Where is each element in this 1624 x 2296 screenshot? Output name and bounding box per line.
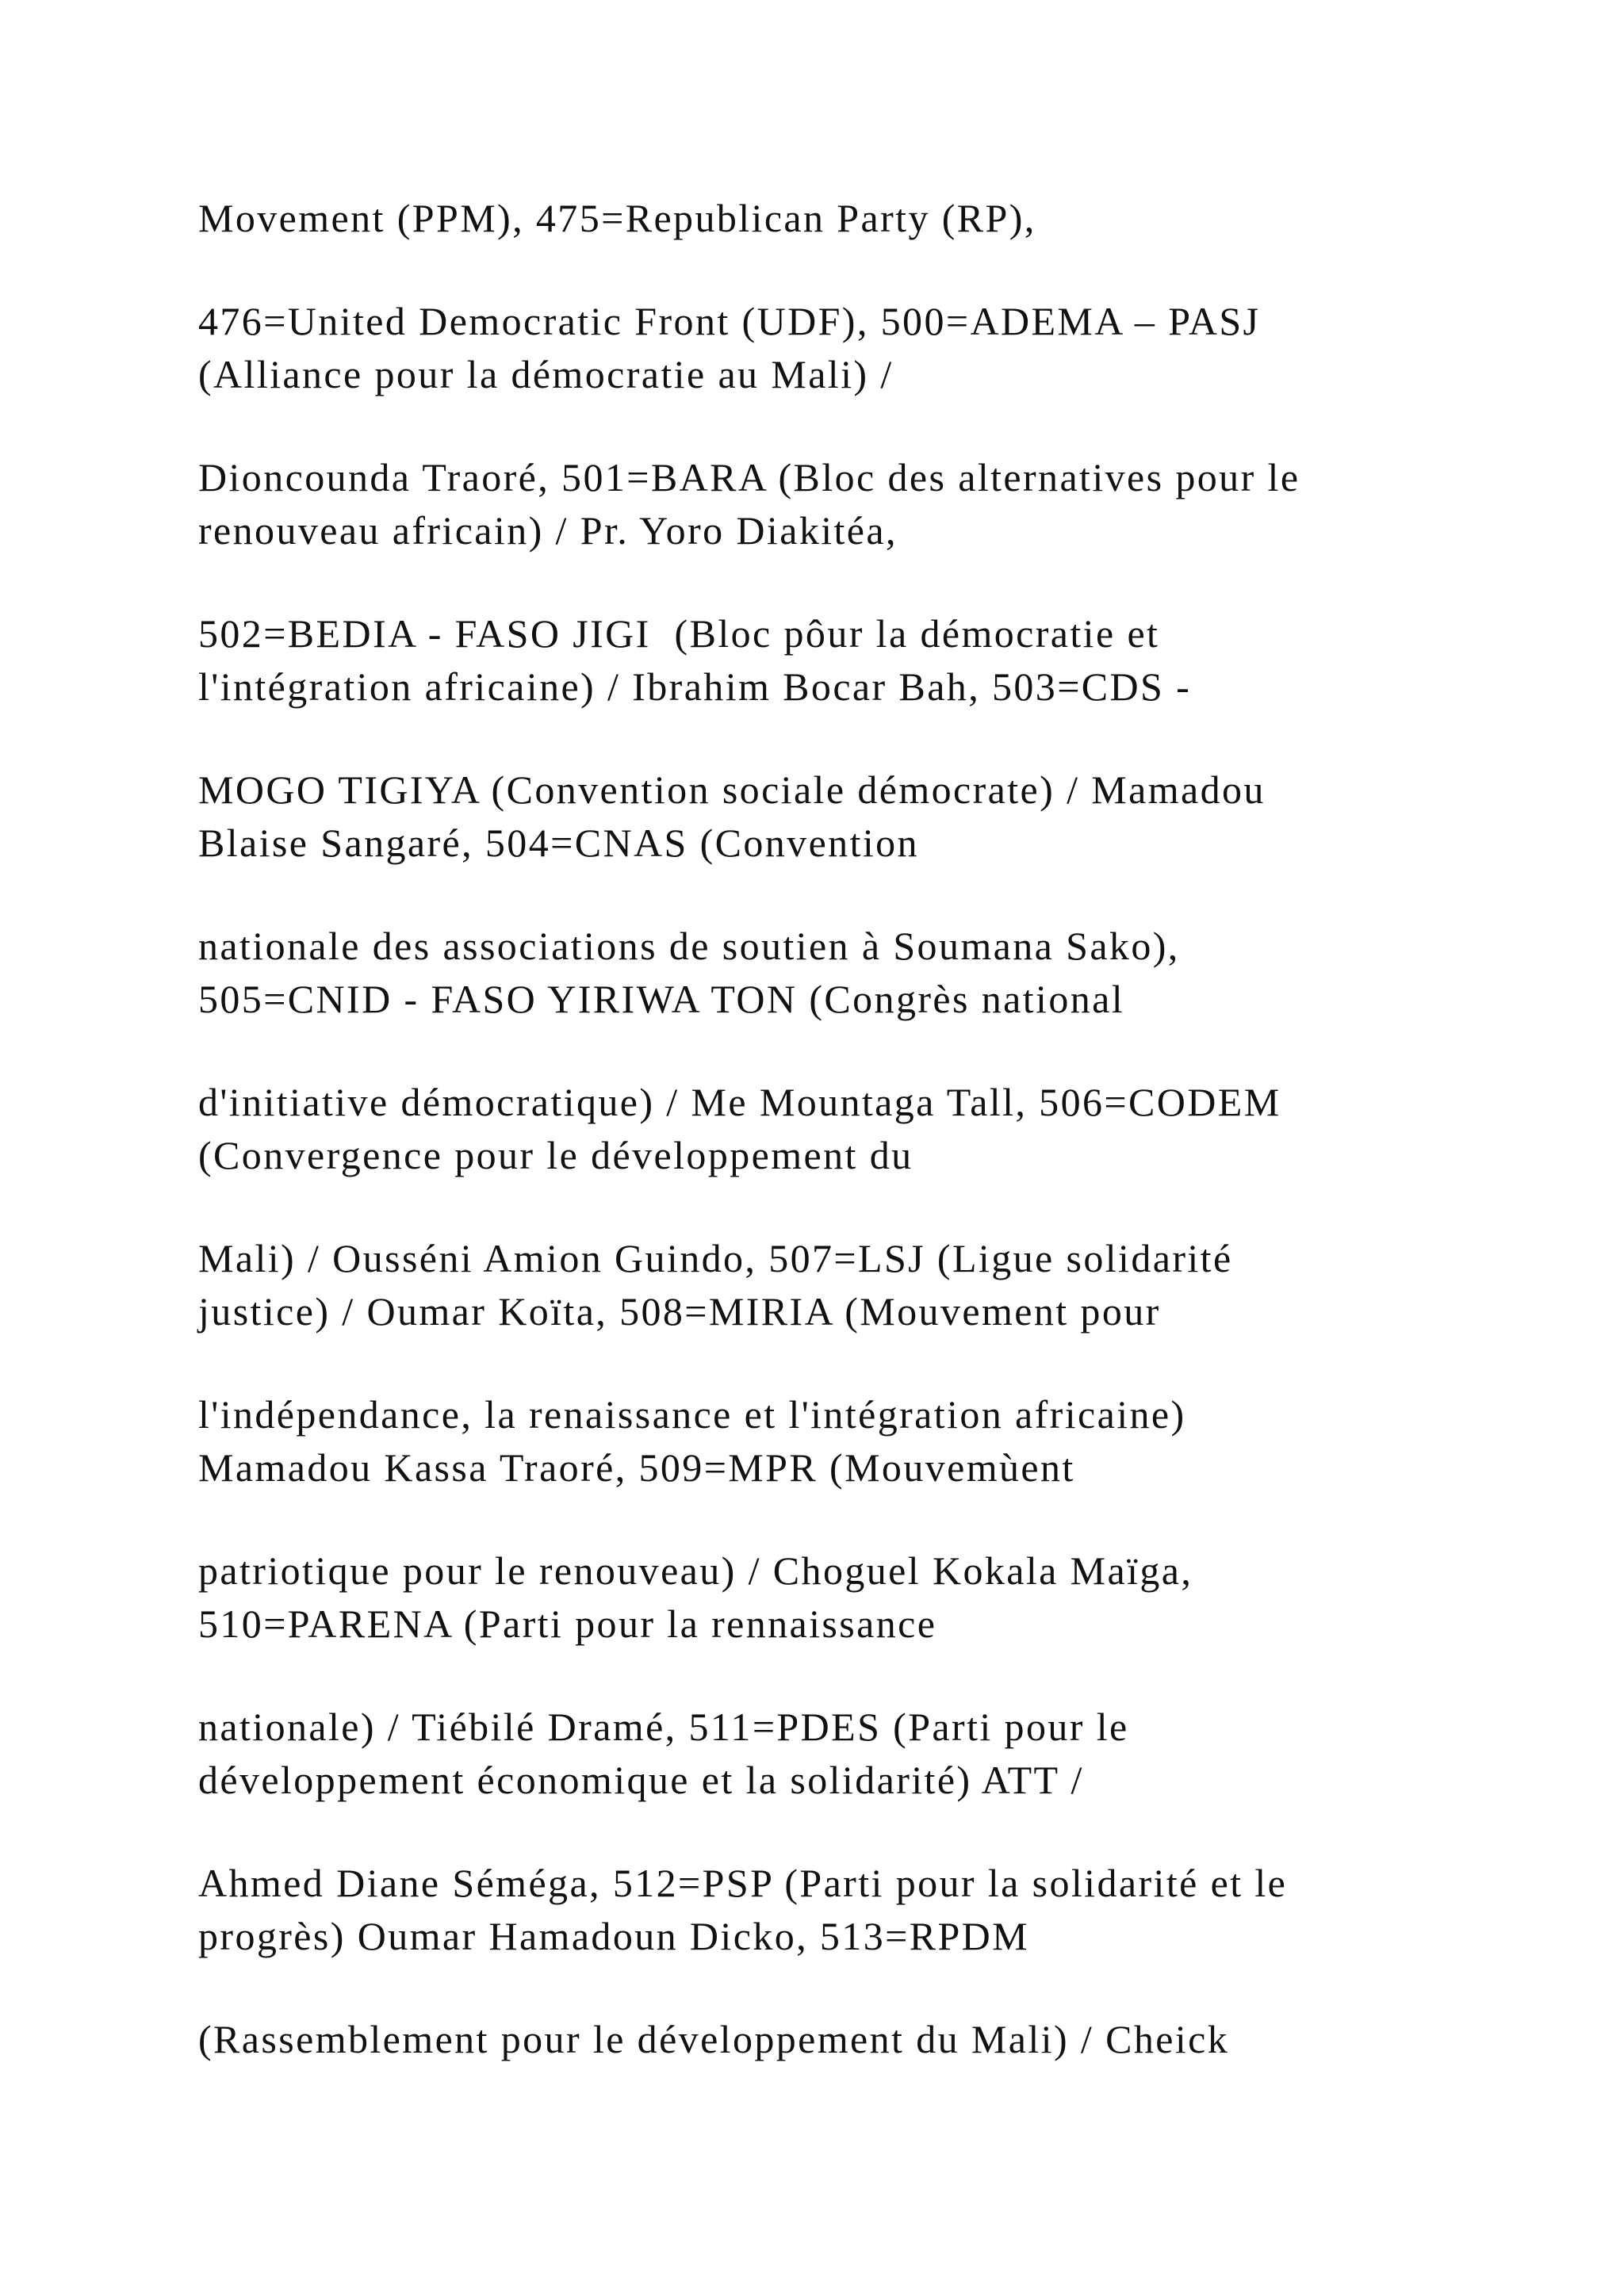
paragraph [198, 1076, 1435, 1182]
text-line: Mali) / Ousséni Amion Guindo, 507=LSJ (Ligue solidarité [198, 1236, 1233, 1280]
paragraph [198, 451, 1435, 557]
text-line: renouveau africain) / Pr. Yoro Diakitéa, [198, 508, 898, 553]
paragraph [198, 1388, 1435, 1494]
text-line: justice) / Oumar Koïta, 508=MIRIA (Mouvement pour [198, 1289, 1161, 1334]
text-line: 476=United Democratic Front (UDF), 500=ADEMA – PASJ [198, 299, 1261, 343]
text-line: nationale des associations de soutien à Soumana Sako), [198, 924, 1180, 968]
text-line: nationale) / Tiébilé Dramé, 511=PDES (Parti pour le [198, 1705, 1129, 1749]
text-line: patriotique pour le renouveau) / Choguel Kokala Maïga, [198, 1548, 1193, 1593]
paragraph [198, 295, 1435, 401]
text-line: (Convergence pour le développement du [198, 1133, 914, 1177]
paragraph [198, 1857, 1435, 1963]
paragraph [198, 1701, 1435, 1807]
paragraph [198, 763, 1435, 870]
text-line: Mamadou Kassa Traoré, 509=MPR (Mouvemùent [198, 1445, 1075, 1490]
text-line: 502=BEDIA - FASO JIGI (Bloc pôur la démocratie et [198, 611, 1160, 656]
text-line: d'initiative démocratique) / Me Mountaga Tall, 506=CODEM [198, 1080, 1281, 1124]
text-line: Blaise Sangaré, 504=CNAS (Convention [198, 821, 919, 865]
paragraph [198, 2013, 1435, 2066]
paragraph [198, 607, 1435, 714]
body-text [198, 192, 1435, 2116]
text-line: l'intégration africaine) / Ibrahim Bocar Bah, 503=CDS - [198, 664, 1192, 709]
text-line: Movement (PPM), 475=Republican Party (RP), [198, 196, 1036, 240]
paragraph [198, 192, 1435, 245]
text-line: 505=CNID - FASO YIRIWA TON (Congrès national [198, 977, 1125, 1021]
paragraph [198, 1232, 1435, 1338]
text-line: 510=PARENA (Parti pour la rennaissance [198, 1601, 937, 1646]
text-line: progrès) Oumar Hamadoun Dicko, 513=RPDM [198, 1914, 1030, 1958]
text-line: l'indépendance, la renaissance et l'intégration africaine) [198, 1392, 1186, 1437]
paragraph [198, 1544, 1435, 1651]
text-line: (Rassemblement pour le développement du Mali) / Cheick [198, 2017, 1230, 2061]
text-line: développement économique et la solidarité) ATT / [198, 1758, 1084, 1802]
text-line: Dioncounda Traoré, 501=BARA (Bloc des alternatives pour le [198, 455, 1300, 499]
text-line: Ahmed Diane Séméga, 512=PSP (Parti pour la solidarité et le [198, 1861, 1288, 1905]
text-line: MOGO TIGIYA (Convention sociale démocrate) / Mamadou [198, 767, 1266, 812]
text-line: (Alliance pour la démocratie au Mali) / [198, 352, 894, 396]
paragraph [198, 920, 1435, 1026]
